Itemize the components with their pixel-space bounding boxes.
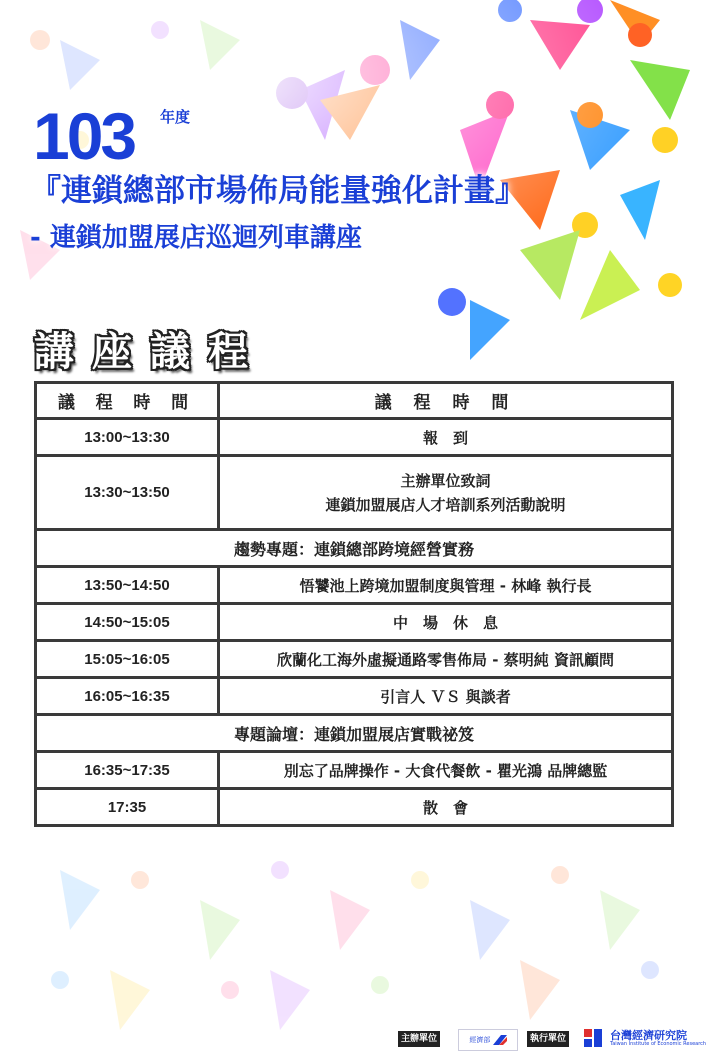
organizer-logo-text: 經濟部 [469, 1036, 491, 1044]
section-row [36, 715, 673, 752]
row-program [219, 456, 673, 530]
row-program: 欣蘭化工海外虛擬通路零售佈局 - 蔡明純 資訊顧問 [219, 641, 673, 678]
section-title: 趨勢專題：連鎖總部跨境經營實務 [36, 530, 673, 567]
table-row [36, 752, 673, 789]
section-row [36, 530, 673, 567]
organizer-logo [458, 1029, 518, 1051]
row-program: 別忘了品牌操作 - 大食代餐飲 - 瞿光鴻 品牌總監 [219, 752, 673, 789]
ministry-logo-icon [493, 1035, 507, 1045]
tier-logo-icon [582, 1027, 606, 1049]
row-time: 13:30~13:50 [36, 456, 219, 530]
executor-logo [582, 1027, 707, 1051]
table-row [36, 789, 673, 826]
row-program: 悟饕池上跨境加盟制度與管理 - 林峰 執行長 [219, 567, 673, 604]
agenda-heading: 講座議程 [34, 329, 266, 375]
row-time: 16:35~17:35 [36, 752, 219, 789]
row-program: 引言人 ＶＳ 與談者 [219, 678, 673, 715]
row-time: 16:05~16:35 [36, 678, 219, 715]
year-number: 103 [33, 99, 135, 173]
table-row [36, 419, 673, 456]
table-row [36, 456, 673, 530]
section-title: 專題論壇：連鎖加盟展店實戰祕笈 [36, 715, 673, 752]
table-header-row [36, 383, 673, 419]
row-program: 散 會 [219, 789, 673, 826]
program-subtitle: - 連鎖加盟展店巡迴列車講座 [30, 223, 362, 253]
table-row [36, 641, 673, 678]
program-title: 『連鎖總部市場佈局能量強化計畫』 [30, 173, 526, 209]
year-suffix: 年度 [160, 108, 191, 126]
table-row [36, 678, 673, 715]
table-row [36, 567, 673, 604]
row-time: 13:00~13:30 [36, 419, 219, 456]
row-time: 15:05~16:05 [36, 641, 219, 678]
row-time: 17:35 [36, 789, 219, 826]
program-line: 主辦單位致詞 [400, 471, 491, 490]
row-program: 中 場 休 息 [219, 604, 673, 641]
header-time: 議 程 時 間 [36, 383, 219, 419]
executor-subtitle: Taiwan Institute of Economic Research [610, 1041, 707, 1047]
program-line: 連鎖加盟展店人才培訓系列活動說明 [325, 495, 566, 514]
table-row [36, 604, 673, 641]
row-program: 報 到 [219, 419, 673, 456]
executor-name: 台灣經濟研究院 [610, 1029, 687, 1042]
executor-label: 執行單位 [527, 1031, 569, 1047]
row-time: 14:50~15:05 [36, 604, 219, 641]
row-time: 13:50~14:50 [36, 567, 219, 604]
header-program: 議 程 時 間 [219, 383, 673, 419]
agenda-table [34, 381, 674, 827]
organizer-label: 主辦單位 [398, 1031, 440, 1047]
